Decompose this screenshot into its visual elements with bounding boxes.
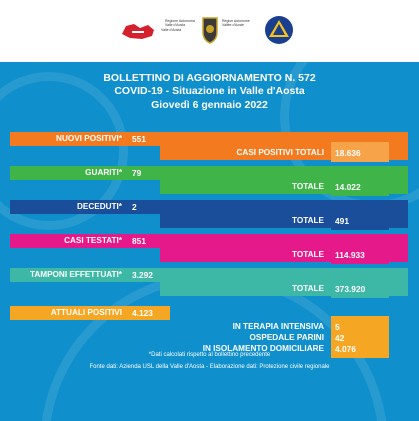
stat-label: DECEDUTI* [76, 202, 122, 211]
stat-total-value: 18.636 [335, 148, 361, 158]
stat-label: CASI TESTATI* [64, 236, 122, 245]
regione-crest-icon [201, 16, 219, 44]
stat-total-value: 114.933 [335, 250, 365, 260]
bulletin-date: Giovedì 6 gennaio 2022 [151, 99, 268, 111]
stat-label: NUOVI POSITIVI* [56, 134, 122, 143]
stat-total-value: 491 [335, 216, 349, 226]
protezione-civile-icon [263, 14, 295, 46]
logo2-line1: Regione Autonoma [165, 19, 195, 23]
attuali-positivi-detail-value: 42 [335, 333, 345, 343]
stat-label: TAMPONI EFFETTUATI* [29, 270, 122, 279]
protezione-civile-logo [263, 14, 295, 46]
stat-total-label: CASI POSITIVI TOTALI [236, 148, 324, 157]
stat-value: 79 [132, 168, 142, 178]
attuali-positivi-detail-label: IN TERAPIA INTENSIVA [232, 322, 324, 331]
bulletin-subtitle: COVID-19 - Situazione in Valle d'Aosta [114, 85, 305, 97]
attuali-positivi-detail-value: 5 [335, 322, 340, 332]
stat-value: 851 [132, 236, 146, 246]
regione-logo-right [222, 20, 250, 28]
stat-total-label: TOTALE [292, 216, 324, 225]
stat-total-value: 373.920 [335, 284, 366, 294]
stat-total-label: TOTALE [292, 250, 324, 259]
stat-total-label: TOTALE [292, 284, 324, 293]
footer-note: *Dati calcolati rispetto al bollettino precedente [148, 352, 271, 358]
logo3-line2: Vallée d'Aoste [222, 22, 245, 27]
stat-value: 2 [132, 202, 137, 212]
regione-logo-left [165, 20, 195, 28]
stat-label: GUARITI* [85, 168, 122, 177]
logo2-line2: Valle d'Aosta [165, 22, 186, 27]
footer-source: Fonte dati: Azienda USL della Valle d'Aosta - Elaborazione dati: Protezione civile regionale [89, 364, 330, 370]
attuali-positivi-detail-label: IN ISOLAMENTO DOMICILIARE [202, 344, 324, 353]
stat-total-value: 14.022 [335, 182, 361, 192]
logo1-text: Valle d'Aosta [161, 28, 182, 33]
valle-aosta-map-icon [118, 20, 158, 42]
regione-crest [201, 16, 219, 44]
attuali-positivi-detail-value: 4.076 [335, 344, 356, 354]
logo3-line1: Région Autonome [222, 19, 250, 23]
bulletin-panel [0, 62, 419, 421]
stat-total-label: TOTALE [292, 182, 324, 191]
logo-header [0, 0, 419, 62]
bulletin-title: BOLLETTINO DI AGGIORNAMENTO N. 572 [103, 72, 316, 84]
attuali-positivi-detail-label: OSPEDALE PARINI [249, 333, 324, 342]
attuali-positivi-value: 4.123 [132, 308, 153, 318]
stat-value: 551 [132, 134, 146, 144]
attuali-positivi-label: ATTUALI POSITIVI [50, 308, 122, 317]
stat-value: 3.292 [132, 270, 153, 280]
